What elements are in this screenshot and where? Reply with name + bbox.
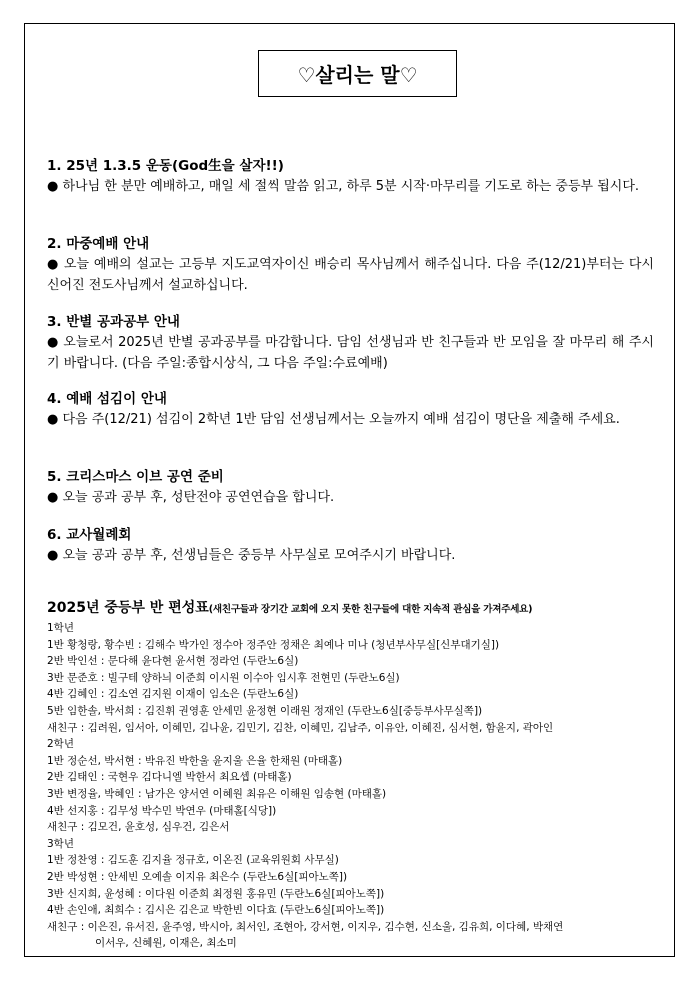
roster-line: 5반 임한솔, 박서희 : 김진휘 권영훈 안세민 윤정현 이래원 정재인 (두란노6실[중등부사무실쪽]) <box>47 704 483 717</box>
roster-line: 새친구 : 김모건, 윤호성, 심우건, 김은서 <box>47 821 230 834</box>
notice-section-6 <box>47 525 654 566</box>
notice-section-4 <box>47 389 654 430</box>
notice-body: ● 오늘 예배의 설교는 고등부 지도교역자이신 배승리 목사님께서 해주십니다. 다음 주(12/21)부터는 다시 신어진 전도사님께서 설교하십니다. <box>47 257 654 293</box>
roster-line: 새친구 : 김려원, 임서아, 이혜민, 김나윤, 김민기, 김찬, 이혜민, 김남주, 이유안, 이혜진, 심서현, 함윤지, 곽아인 <box>47 721 554 734</box>
notice-body: ● 하나님 한 분만 예배하고, 매일 세 절씩 말씀 읽고, 하루 5분 시작·마무리를 기도로 하는 중등부 됩시다. <box>47 179 640 194</box>
roster-line: 2반 김태인 : 국현우 김다니엘 박한서 최요셉 (마태홀) <box>47 771 292 784</box>
notice-title: 6. 교사월례회 <box>47 527 132 543</box>
roster-line: 4반 선지홍 : 김무성 박수민 박연우 (마태홀[식당]) <box>47 804 277 817</box>
notice-body: ● 오늘 공과 공부 후, 성탄전야 공연연습을 합니다. <box>47 490 335 505</box>
notice-body: ● 오늘 공과 공부 후, 선생님들은 중등부 사무실로 모여주시기 바랍니다. <box>47 548 456 563</box>
roster-line: 1학년 <box>47 622 74 634</box>
roster-title <box>47 598 659 620</box>
notice-title: 5. 크리스마스 이브 공연 준비 <box>47 469 224 485</box>
notice-body: ● 오늘로서 2025년 반별 공과공부를 마감합니다. 담임 선생님과 반 친구들과 반 모임을 잘 마무리 해 주시기 바랍니다. (다음 주일:종합시상식, 그 다음 주일:수료예배) <box>47 335 654 371</box>
class-roster <box>47 598 659 952</box>
notice-section-2 <box>47 234 654 296</box>
page-title <box>258 50 457 97</box>
notice-section-3 <box>47 312 654 374</box>
roster-line: 이서우, 신혜원, 이재은, 최소미 <box>95 937 237 950</box>
roster-line: 3반 변정율, 박혜인 : 남가은 양서연 이혜원 최유은 이해원 임송현 (마태홀) <box>47 787 387 800</box>
page-title-text: ♡살리는 말♡ <box>297 63 418 87</box>
notice-title: 2. 마중예배 안내 <box>47 236 150 252</box>
roster-line: 2반 박성현 : 안세빈 오예솔 이지유 최은수 (두란노6실[피아노쪽]) <box>47 870 348 883</box>
roster-line: 3반 신지희, 윤성혜 : 이다원 이준희 최정원 홍유민 (두란노6실[피아노쪽]) <box>47 887 385 900</box>
roster-line: 4반 손인애, 최희수 : 김시은 김은교 박한빈 이다효 (두란노6실[피아노쪽]) <box>47 904 385 917</box>
notice-section-1 <box>47 156 654 197</box>
roster-line: 새친구 : 이은진, 유서진, 윤주영, 박시아, 최서인, 조현아, 강서현, 이지우, 김수현, 신소울, 김유희, 이다혜, 박채연 <box>47 920 564 933</box>
roster-line: 2학년 <box>47 738 74 751</box>
roster-line: 1반 정찬영 : 김도훈 김지율 정규호, 이온진 (교육위원회 사무실) <box>47 854 339 867</box>
roster-line: 4반 김혜인 : 김소연 김지원 이재이 임소은 (두란노6실) <box>47 688 299 701</box>
roster-line: 3학년 <box>47 837 74 850</box>
notice-title: 4. 예배 섬김이 안내 <box>47 391 167 407</box>
roster-title-text: 2025년 중등부 반 편성표 <box>47 600 209 616</box>
roster-note: (새친구들과 장기간 교회에 오지 못한 친구들에 대한 지속적 관심을 가져주세요) <box>208 604 533 615</box>
notice-body: ● 다음 주(12/21) 섬김이 2학년 1반 담임 선생님께서는 오늘까지 예배 섬김이 명단을 제출해 주세요. <box>47 412 620 427</box>
notice-section-5 <box>47 467 654 508</box>
roster-line: 3반 문준호 : 빌구테 양하늬 이준희 이시원 이수아 임시후 전현민 (두란노6실) <box>47 671 400 684</box>
notice-title: 1. 25년 1.3.5 운동(God生을 살자!!) <box>47 158 284 174</box>
roster-line: 1반 정순선, 박서현 : 박유진 박한울 윤지울 은율 한채원 (마태홀) <box>47 754 343 767</box>
roster-line: 2반 박인선 : 문다해 윤다현 윤서현 정라언 (두란노6실) <box>47 655 299 668</box>
roster-line: 1반 황청랑, 황수빈 : 김해수 박가인 정수아 정주안 정채은 최예나 미나 (청년부사무실[신부대기실]) <box>47 638 500 651</box>
notice-title: 3. 반별 공과공부 안내 <box>47 314 180 330</box>
